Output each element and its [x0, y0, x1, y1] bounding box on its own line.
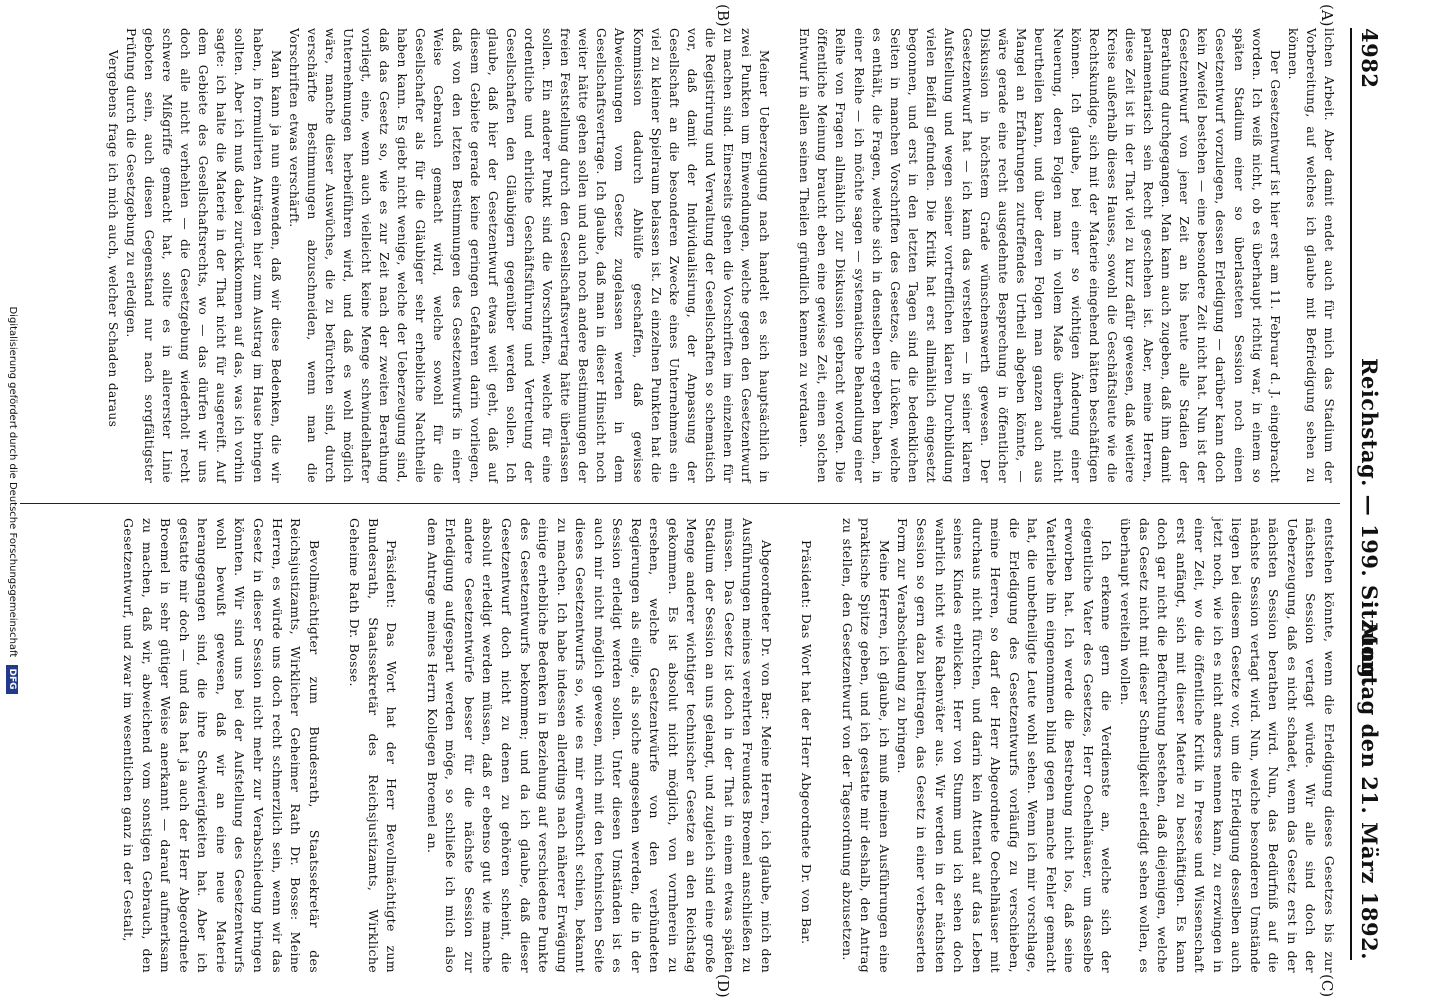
running-header [1350, 28, 1384, 960]
margin-marker-d: (D) [714, 974, 732, 998]
margin-marker-a: (A) [1318, 4, 1336, 27]
paragraph: Der Gesetzentwurf ist hier erst am 11. Februar d. J. eingebracht worden. Ich weiß nicht, ob es überhaupt richtig war, in einem so späten Stadium einer so überlasteten Session noch einen Gesetzentwurf vorzulegen, dessen Erledigung — darüber kann doch kein Zweifel bestehen — eine besondere Zeit nicht hat. Nun ist der Gesetzentwurf von jener Zeit an bis heute alle Stadien der Berathung durchgegangen. Man kann auch zugeben, daß ihm damit parlamentarisch sein Recht geschehen ist. Aber, meine Herren, diese Zeit ist in der That viel zu kurz dafür gewesen, daß weitere Kreise außerhalb dieses Hauses, sowohl die Geschäftsleute wie die Rechtskundige, sich mit der Materie eingehend hätten beschäftigen können. Ich glaube, bei einer so wichtigen Änderung einer Neuerung, deren Folgen man in vollem Maße überhaupt nicht beurtheilen kann, und über deren Folgen man ganzen auch aus Mangel an Erfahrungen zutreffendes Urtheil abgeben könnte, — wäre gerade eine recht ausgedehnte Besprechung in öffentlicher Diskussion in höchstem Grade wünschenswerth gewesen. Der Gesetzentwurf hat — ich kann das verstehen — in seiner klaren Aufstellung und wegen seiner vortrefflichen klaren Durchbildung vielen Beifall gefunden. Die Kritik hat erst allmählich eingesetzt begonnen, und erst in den letzten Tagen sind die bedenklichen Seiten in manchen Vorschriften des Gesetzes, die Lücken, welche es enthält, die Fragen, welche sich in denselben ergeben haben, in einer Reihe — ich möchte sagen — systematische Behandlung einer Reihe von Fragen allmählich zur Diskussion gebracht worden. Die öffentliche Meinung braucht eben eine gewisse Zeit, einen solchen Entwurf in allen seinen Theilen gründlich kennen zu verdauen. [797, 28, 1282, 483]
page-number: 4982 [1357, 28, 1382, 89]
paragraph: Man kann ja nun einwenden, daß wir diese Bedenken, die wir haben, in formulirten Anträgen hier zum Austrag im Hause bringen sollten. Aber ich muß dabei zurückkommen auf das, was ich vorhin sagte: ich halte die Materie in der That nicht für ausgereift. Auf dem Gebiete des Gesellschaftsrechts, wo — das dürfen wir uns doch alle nicht verhehlen — die Gesetzgebung wiederholt recht schwere Mißgriffe gemacht hat, sollte es in allererster Linie geboten sein, auch diesen Gegenstand nur nach sorgfältigster Prüfung durch die Gesetzgebung zu erledigen. [123, 28, 283, 483]
speaker-paragraph: Bevollmächtigter zum Bundesrath, Staatssekretär des Reichsjustizamts, Wirklicher Geheimer Rath Dr. Bosse: Meine Herren, es würde uns doch recht schmerzlich sein, wenn wir das Gesetz in dieser Session nicht mehr zur Verabschiedung bringen könnten. Wir sind uns bei der Aufstellung des Gesetzentwurfs wohl bewußt gewesen, daß wir an eine neue Materie herangegangen sind, die ihre Schwierigkeiten hat. Aber ich gestatte mir doch — und das hat ja auch der Herr Abgeordnete Broemel in sehr gütiger Weise anerkannt — darauf aufmerksam zu machen, daß wir, abweichend vom sonstigen Gebrauch, den Gesetzentwurf, und zwar im wesentlichen ganz in der Gestalt, [121, 518, 322, 973]
dfg-logo: DFG [6, 665, 18, 694]
right-column [119, 518, 1338, 973]
digitization-footer [6, 0, 18, 1000]
paragraph: Meiner Ueberzeugung nach handelt es sich hauptsächlich in zwei Punkten um Einwendungen, welche gegen den Gesetzentwurf zu machen sind. Einerseits gehen die Vorschriften im einzelnen für die Registrirung und Verwaltung der Gesellschaften so schematisch vor, daß damit der Individualisirung, der Anpassung der Gesellschaft an die besonderen Zwecke eines Unternehmens ein viel zu kleiner Spielraum belassen ist. Zu einzelnen Punkten hat die Kommission dadurch Abhülfe geschaffen, daß gewisse Abweichungen vom Gesetz zugelassen werden in dem Gesellschaftsvertrage. Ich glaube, daß man in dieser Hinsicht noch weiter hätte gehen sollen und auch noch andere Bestimmungen der freien Feststellung durch den Gesellschaftsvertrag hätte überlassen sollen. Ein anderer Punkt sind die Vorschriften, welche für eine ordentliche und ehrliche Geschäftsführung und Vertretung der Gesellschaften den Gläubigern gegenüber werden sollen. Ich glaube, daß hier der Gesetzentwurf etwas weit geht, daß auf diesem Gebiete gerade keine geringen Gefahren darin vorliegen, daß von den letzten Bestimmungen des Gesetzentwurfs in einer Weise Gebrauch gemacht wird, welche sowohl für die Gesellschafter als für die Gläubiger sehr erhebliche Nachtheile haben kann. Es giebt nicht wenige, welche der Ueberzeugung sind, daß das Gesetz so, wie es zur Zeit nach der zweiten Berathung vorliegt, eine, wenn auch vielleicht keine Menge schwindelhafter Unternehmungen herbeiführen wird, und daß es wohl möglich wäre, manche dieser Auswüchse, die zu befürchten sind, durch verschärfte Bestimmungen abzuschneiden, wenn man die Vorschriften etwas verschärft. [286, 28, 772, 483]
paragraph: Vergebens frage ich mich auch, welcher Schaden daraus [105, 50, 120, 428]
margin-marker-b: (B) [714, 4, 732, 27]
header-date: Montag den 21. März 1892. [1357, 622, 1382, 960]
column-divider [20, 503, 1340, 504]
left-column [104, 28, 1338, 483]
margin-marker-c: (C) [1318, 974, 1336, 998]
paragraph: entstehen könnte, wenn die Erledigung dieses Gesetzes bis zur nächsten Session vertagt würde. Wir alle sind doch der Ueberzeugung, daß es nicht schadet, wenn das Gesetz erst in der nächsten Session berathen wird. Nun, das Bedürfniß auf die nächste Session vertagt wird. Nun, welche besonderen Umstände liegen bei diesem Gesetze vor, um die Erledigung desselben auch jetzt noch, wie ich es nicht anders nennen kann, zu erzwingen in einer Zeit, wo die öffentliche Kritik in Presse und Wissenschaft erst anfängt, sich mit dieser Materie zu beschäftigen. Es kann doch gar nicht die Befürchtung bestehen, daß diejenigen, welche das Gesetz nicht mit dieser Schnelligkeit erledigt sehen wollen, es überhaupt vereiteln wollen. [1117, 518, 1337, 973]
paragraph: lichen Arbeit. Aber damit endet auch für mich das Stadium der Vorbereitung, auf welches ich glaube mit Befriedigung sehen zu können. [1285, 28, 1336, 483]
speaker-paragraph: Abgeordneter Dr. von Bar: Meine Herren, ich glaube, mich den Ausführungen meines verehrten Freundes Broemel anschließen zu müssen. Das Gesetz ist doch in der That in einem etwas späten Stadium der Session an uns gelangt, und zugleich sind eine große Menge anderer wichtiger technischer Gesetze an den Reichstag gekommen. Es ist absolut nicht möglich, von vornherein zu ersehen, welche Gesetzentwürfe von den verbündeten Regierungen als eilige, als solche angesehen werden, die in der Session erledigt werden sollen. Unter diesen Umständen ist es auch mir nicht möglich gewesen, mich mit den technischen Seite dieses Gesetzentwurfs so, wie es mir erwünscht schien, bekannt zu machen. Ich habe indessen allerdings nach näherer Erwägung einige erhebliche Bedenken in Beziehung auf verschiedene Punkte des Gesetzentwurfs bekommen; und da ich glaube, daß dieser Gesetzentwurf doch nicht zu denen zu gehören scheint, die absolut erledigt werden müssen, daß er ebenso gut wie manche andere Gesetzentwürfe besser für die nächste Session zur Erledigung aufgespart werden möge, so schließe ich mich also dem Antrage meines Herrn Kollegen Broemel an. [424, 518, 774, 973]
footer-text: Digitalisierung gefördert durch die Deutsche Forschungsgemeinschaft [7, 306, 18, 658]
paragraph: Ich erkenne gern die Verdienste an, welche sich der eigentliche Vater des Gesetzes, Herr Oechelhäuser, um dasselbe erworben hat. Ich werde die Bestrebung nicht los, daß seine Vaterliebe ihn eingenommen blind gegen manche Fehler gemacht hat, die unbetheiligte Leute wohl sehen. Wenn ich mir vorschlage, die Erledigung des Gesetzentwurfs vorläufig zu verschieben, meine Herren, so darf der Herr Abgeordnete Oechelhäuser mit durchaus nicht fürchten, und darin kein Attentat auf das Leben seines Kindes erblicken. Herr von Stumm und ich sehen doch wahrlich nicht wie Rabenväter aus. Wir werden in der nächsten Session so gern dazu beitragen, das Gesetz in einer verbesserten Form zur Verabschiedung zu bringen. [895, 518, 1115, 973]
speaker-paragraph: Präsident: Das Wort hat der Herr Abgeordnete Dr. von Bar. [799, 540, 815, 945]
paragraph: Meine Herren, ich glaube, ich muß meinen Ausführungen eine praktische Spitze geben, und ich gestatte mir deshalb, den Antrag zu stellen, den Gesetzentwurf von der Tagesordnung abzusetzen. [839, 518, 892, 973]
header-session: Reichstag. — 199. Sitzung. [1357, 358, 1382, 687]
speaker-paragraph: Präsident: Das Wort hat der Herr Bevollmächtigte zum Bundesrath, Staatssekretär des Reichsjustizamts, Wirkliche Geheime Rath Dr. Bosse. [347, 518, 400, 973]
